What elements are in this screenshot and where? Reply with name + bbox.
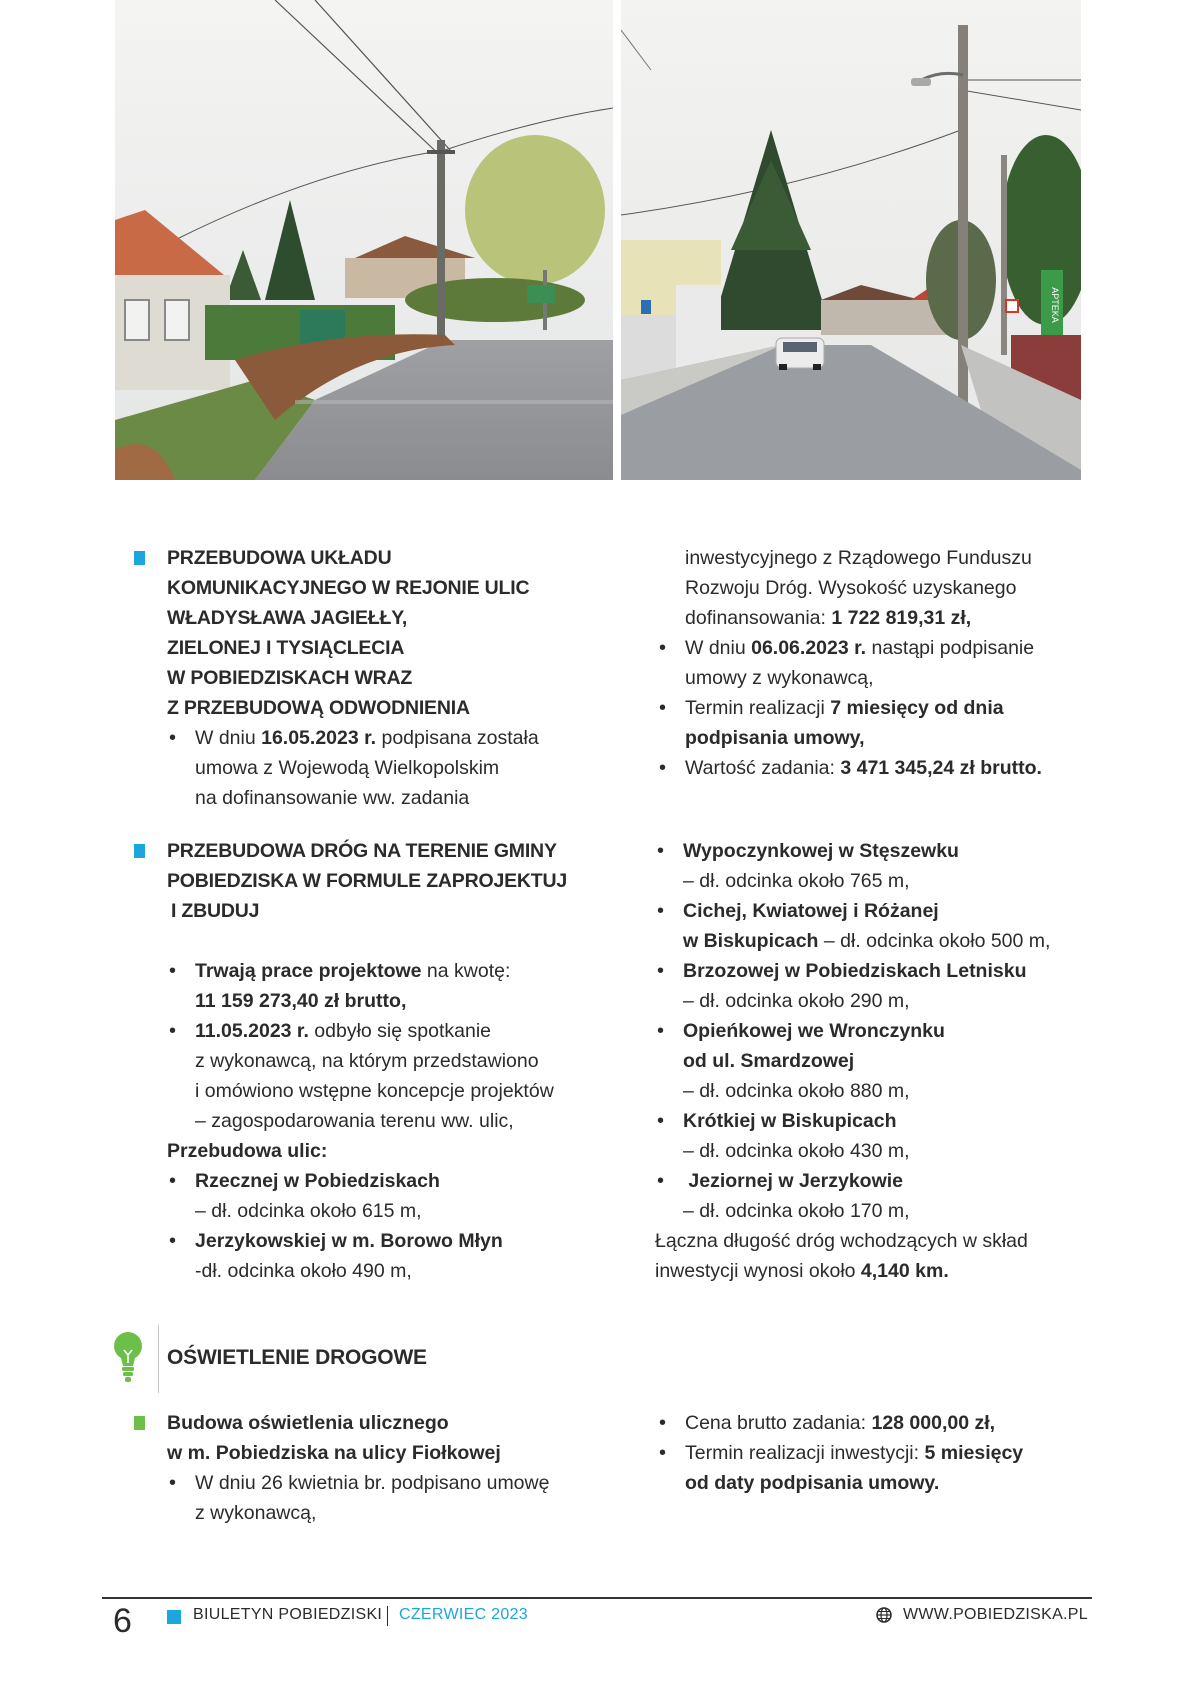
list-item: [167, 956, 607, 1016]
list-item: [655, 1166, 1087, 1226]
list-item: [655, 1016, 1087, 1106]
list-item: [655, 956, 1087, 1016]
date-bold: 11.05.2023 r.: [195, 1020, 309, 1042]
streets-list-left: [167, 1166, 607, 1286]
text: – zagospodarowania terenu ww. ulic,: [195, 1110, 514, 1132]
publication-date: CZERWIEC 2023: [399, 1606, 528, 1623]
text: dofinansowania:: [685, 607, 832, 629]
text: i omówiono wstępne koncepcje projektów: [195, 1080, 554, 1102]
section1-heading-line: KOMUNIKACYJNEGO W REJONIE ULIC: [167, 577, 530, 599]
list-item: [655, 836, 1087, 896]
text: Rozwoju Dróg. Wysokość uzyskanego: [685, 577, 1017, 599]
section1-heading: [167, 543, 607, 723]
pharmacy-sign: APTEKA: [1050, 287, 1060, 323]
heading-bold: w m. Pobiedziska na ulicy Fiołkowej: [167, 1442, 501, 1464]
section1-right: [657, 543, 1087, 783]
photo-street-right: [621, 0, 1081, 480]
section1-heading-line: Z PRZEBUDOWĄ ODWODNIENIA: [167, 697, 470, 719]
street-length: – dł. odcinka około 430 m,: [683, 1140, 910, 1162]
heading-bold: Budowa oświetlenia ulicznego: [167, 1412, 449, 1434]
amount-bold: 3 471 345,24 zł brutto.: [840, 757, 1042, 779]
section2-right: [655, 836, 1087, 1286]
lighting-left: [167, 1408, 607, 1528]
text: podpisana została: [376, 727, 539, 749]
text: z wykonawcą,: [195, 1502, 317, 1524]
footer-rule: [102, 1597, 1092, 1599]
street-length: – dł. odcinka około 500 m,: [818, 930, 1051, 952]
text: Wartość zadania:: [685, 757, 841, 779]
list-item: [167, 1016, 607, 1136]
section2-heading-line: I ZBUDUJ: [171, 900, 260, 922]
street-length: – dł. odcinka około 170 m,: [683, 1200, 910, 1222]
section-marker-blue: [134, 551, 145, 565]
street-name: Opieńkowej we Wronczynku: [683, 1020, 945, 1042]
street-name: Rzecznej w Pobiedziskach: [195, 1170, 440, 1192]
section2-heading-line: POBIEDZISKA W FORMULE ZAPROJEKTUJ: [167, 870, 568, 892]
text: z wykonawcą, na którym przedstawiono: [195, 1050, 539, 1072]
lighting-title: OŚWIETLENIE DROGOWE: [167, 1346, 427, 1369]
street-name: Jeziornej w Jerzykowie: [683, 1170, 904, 1192]
date-bold: 16.05.2023 r.: [261, 727, 377, 749]
list-item: [167, 1468, 607, 1528]
term-bold: 5 miesięcy: [924, 1442, 1024, 1464]
footer-marker: [167, 1610, 181, 1624]
section1-heading-line: ZIELONEJ I TYSIĄCLECIA: [167, 637, 405, 659]
street-length: – dł. odcinka około 880 m,: [683, 1080, 910, 1102]
section1-left: [167, 543, 607, 813]
street-name: Krótkiej w Biskupicach: [683, 1110, 897, 1132]
text-bold: Trwają prace projektowe: [195, 960, 422, 982]
text: W dniu: [685, 637, 752, 659]
section2-heading: [167, 836, 607, 926]
divider: [158, 1325, 159, 1393]
section2-bullets: [167, 956, 607, 1136]
section1-bullets-right: [657, 633, 1087, 783]
street-name: Wypoczynkowej w Stęszewku: [683, 840, 959, 862]
term-bold: od daty podpisania umowy.: [685, 1472, 940, 1494]
section1-heading-line: W POBIEDZISKACH WRAZ: [167, 667, 413, 689]
street-name: Cichej, Kwiatowej i Różanej: [683, 900, 939, 922]
section2-heading-line: PRZEBUDOWA DRÓG NA TERENIE GMINY: [167, 840, 557, 862]
lighting-bullets-right: [657, 1408, 1087, 1498]
publication-name: BIULETYN POBIEDZISKI: [193, 1606, 383, 1623]
list-item: [655, 896, 1087, 956]
list-item: [167, 723, 607, 813]
text: W dniu 26 kwietnia br. podpisano umowę: [195, 1472, 550, 1494]
streets-list-right: [655, 836, 1087, 1226]
text: Termin realizacji inwestycji:: [685, 1442, 925, 1464]
section1-heading-line: WŁADYSŁAWA JAGIEŁŁY,: [167, 607, 408, 629]
amount-bold: 128 000,00 zł,: [871, 1412, 996, 1434]
text: Termin realizacji: [685, 697, 831, 719]
term-bold: 7 miesięcy od dnia: [830, 697, 1004, 719]
list-item: [657, 753, 1087, 783]
total-length: [655, 1226, 1087, 1286]
street-name: od ul. Smardzowej: [683, 1050, 855, 1072]
amount-bold: 11 159 273,40 zł brutto,: [195, 990, 407, 1012]
text: W dniu: [195, 727, 262, 749]
section1-bullets-left: [167, 723, 607, 813]
text: Cena brutto zadania:: [685, 1412, 872, 1434]
section1-heading-line: PRZEBUDOWA UKŁADU: [167, 547, 392, 569]
total-bold: 4,140 km.: [860, 1260, 949, 1282]
text: umowy z wykonawcą,: [685, 667, 874, 689]
street-length: – dł. odcinka około 290 m,: [683, 990, 910, 1012]
list-item: [657, 1438, 1087, 1498]
street-length: – dł. odcinka około 615 m,: [195, 1200, 422, 1222]
street-name: Jerzykowskiej w m. Borowo Młyn: [195, 1230, 503, 1252]
lightbulb-icon: [110, 1330, 160, 1386]
list-item: [657, 1408, 1087, 1438]
street-length: -dł. odcinka około 490 m,: [195, 1260, 412, 1282]
footer-separator: [387, 1606, 388, 1626]
list-item: [167, 1166, 607, 1226]
amount-bold: 1 722 819,31 zł,: [831, 607, 972, 629]
street-name: w Biskupicach: [683, 930, 819, 952]
street-length: – dł. odcinka około 765 m,: [683, 870, 910, 892]
text: umowa z Wojewodą Wielkopolskim: [195, 757, 500, 779]
date-bold: 06.06.2023 r.: [751, 637, 867, 659]
lighting-bullets-left: [167, 1468, 607, 1528]
street-name: Brzozowej w Pobiedziskach Letnisku: [683, 960, 1027, 982]
text: inwestycyjnego z Rządowego Funduszu: [685, 547, 1032, 569]
section1-continuation: [657, 543, 1087, 633]
text: odbyło się spotkanie: [308, 1020, 491, 1042]
text: Łączna długość dróg wchodzących w skład: [655, 1230, 1028, 1252]
lighting-heading: [167, 1408, 607, 1468]
list-item: [655, 1106, 1087, 1166]
text: na dofinansowanie ww. zadania: [195, 787, 470, 809]
term-bold: podpisania umowy,: [685, 727, 865, 749]
section-marker-blue: [134, 844, 145, 858]
streets-label: Przebudowa ulic:: [167, 1140, 328, 1162]
list-item: [657, 693, 1087, 753]
globe-icon: [876, 1607, 892, 1623]
text: na kwotę:: [421, 960, 511, 982]
list-item: [167, 1226, 607, 1286]
lighting-right: [657, 1408, 1087, 1498]
page-number: 6: [113, 1602, 132, 1640]
text: nastąpi podpisanie: [866, 637, 1035, 659]
photo-street-left: [115, 0, 613, 480]
website-link[interactable]: WWW.POBIEDZISKA.PL: [903, 1606, 1088, 1623]
section2-left: [167, 836, 607, 1286]
section-marker-green: [134, 1416, 145, 1430]
list-item: [657, 633, 1087, 693]
text: inwestycji wynosi około: [655, 1260, 861, 1282]
